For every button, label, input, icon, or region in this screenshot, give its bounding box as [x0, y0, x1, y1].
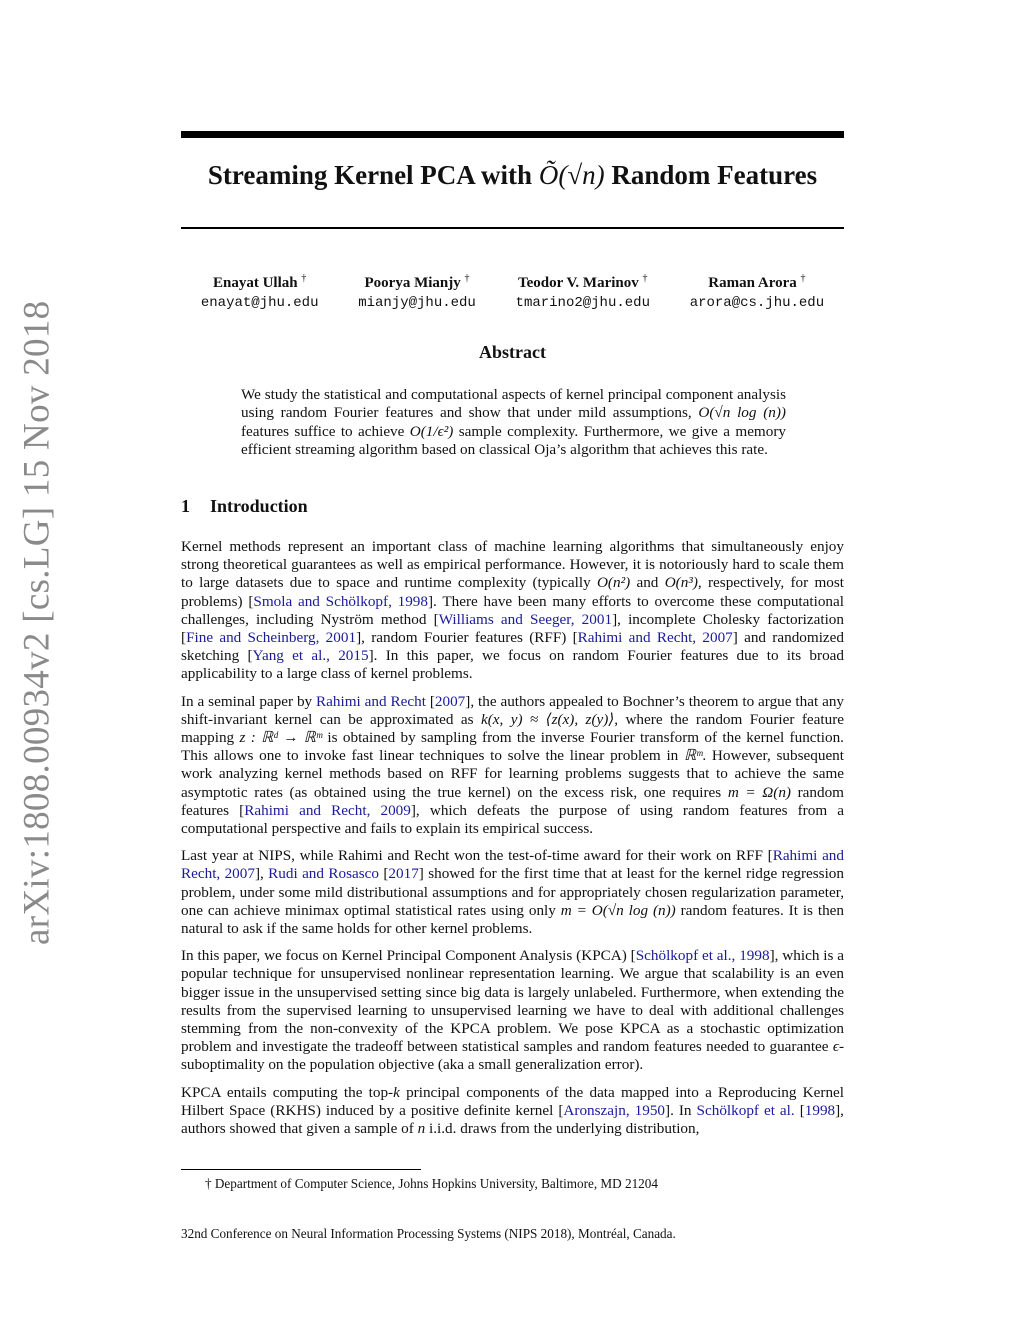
author-email[interactable]: enayat@jhu.edu — [200, 295, 319, 311]
author-email[interactable]: mianjy@jhu.edu — [358, 295, 476, 311]
footnote-rule — [181, 1169, 421, 1170]
citation-link[interactable]: Rahimi and Recht, 2007 — [181, 847, 844, 883]
citation-link[interactable]: Rahimi and Recht, 2007 — [577, 629, 733, 647]
citation-link[interactable]: Williams and Seeger, 2001 — [438, 610, 613, 628]
citation-link[interactable]: 1998 — [804, 1101, 836, 1119]
author-email[interactable]: arora@cs.jhu.edu — [689, 295, 825, 311]
citation-link[interactable]: Yang et al., 2015 — [252, 647, 369, 665]
author-name: Poorya Mianjy † — [364, 273, 470, 291]
introduction-body — [181, 538, 844, 1147]
citation-link[interactable]: Schölkopf et al., 1998 — [635, 947, 770, 965]
abstract-body: We study the statistical and computational aspects of kernel principal component analysis using random Fourier features and show that under mild assumptions, O(√n log (n)) features suffice to achieve O(1/ϵ²) sample complexity. Furthermore, we give a memory efficient streaming algorithm based on classical Oja’s algorithm that achieves this rate. — [241, 386, 786, 459]
title-math: Õ(√n) — [538, 160, 605, 190]
author-block — [201, 273, 319, 311]
author-block — [690, 273, 824, 311]
citation-link[interactable]: Schölkopf et al. — [696, 1101, 795, 1119]
author-name: Raman Arora † — [708, 273, 806, 291]
title-top-rule — [181, 131, 844, 138]
title-text-end: Random Features — [604, 160, 818, 190]
footnote: † Department of Computer Science, Johns Hopkins University, Baltimore, MD 21204 — [205, 1176, 658, 1191]
conference-note: 32nd Conference on Neural Information Processing Systems (NIPS 2018), Montréal, Canada. — [181, 1226, 676, 1241]
section-heading: 1 Introduction — [181, 496, 308, 516]
citation-link[interactable]: Rahimi and Recht — [316, 692, 426, 710]
citation-link[interactable]: Aronszajn, 1950 — [563, 1101, 666, 1119]
author-list — [181, 273, 844, 311]
title-text-start: Streaming Kernel PCA with — [207, 160, 539, 190]
paragraph: Kernel methods represent an important class of machine learning algorithms that simultaneously enjoy strong theoretical guarantees as well as empirical performance. However, it is notoriously hard to scale them to large datasets due to space and runtime complexity (typically O(n²) and O(n³), respectively, for most problems) [Smola and Schölkopf, 1998]. There have been many efforts to overcome these computational challenges, including Nyström method [Williams and Seeger, 2001], incomplete Cholesky factorization [Fine and Scheinberg, 2001], random Fourier features (RFF) [Rahimi and Recht, 2007] and randomized sketching [Yang et al., 2015]. In this paper, we focus on random Fourier features due to its broad applicability to a large class of kernel problems. — [181, 538, 845, 683]
author-block — [358, 273, 476, 311]
author-block — [516, 273, 650, 311]
arxiv-stamp-text: arXiv:1808.00934v2 [cs.LG] 15 Nov 2018 — [16, 300, 58, 945]
citation-link[interactable]: Rudi and Rosasco — [268, 865, 379, 883]
citation-link[interactable]: 2007 — [434, 692, 466, 710]
author-name: Teodor V. Marinov † — [518, 273, 648, 291]
paragraph: In a seminal paper by Rahimi and Recht [2007], the authors appealed to Bochner’s theorem to argue that any shift-invariant kernel can be approximated as k(x, y) ≈ ⟨z(x), z(y)⟩, where the random Fourier feature mapping z : ℝᵈ → ℝᵐ is obtained by sampling from the inverse Fourier transform of the kernel function. This allows one to invoke fast linear techniques to solve the linear problem in ℝᵐ. However, subsequent work analyzing kernel methods based on RFF for learning problems suggests that to achieve the same asymptotic rates (as obtained using the true kernel) on the excess risk, one requires m = Ω(n) random features [Rahimi and Recht, 2009], which defeats the purpose of using random features from a computational perspective and fails to explain its empirical success. — [181, 692, 845, 838]
citation-link[interactable]: 2017 — [388, 865, 419, 883]
citation-link[interactable]: Rahimi and Recht, 2009 — [244, 801, 411, 819]
paragraph: In this paper, we focus on Kernel Principal Component Analysis (KPCA) [Schölkopf et al., 1998], which is a popular technique for unsupervised nonlinear representation learning. We argue that scalability is an even bigger issue in the unsupervised setting since big data is largely unlabeled. Furthermore, when extending the results from the supervised learning to unsupervised learning we have to deal with additional challenges stemming from the non-convexity of the KPCA problem. We pose KPCA as a stochastic optimization problem and investigate the tradeoff between statistical samples and random features needed to guarantee ϵ-suboptimality on the population objective (aka a small generalization error). — [181, 947, 844, 1074]
paragraph: KPCA entails computing the top-k principal components of the data mapped into a Reproducing Kernel Hilbert Space (RKHS) induced by a positive definite kernel [Aronszajn, 1950]. In Schölkopf et al. [1998], authors showed that given a sample of n i.i.d. draws from the underlying distribution, — [181, 1083, 844, 1138]
author-name: Enayat Ullah † — [212, 273, 307, 291]
abstract-heading: Abstract — [479, 342, 546, 362]
title-bottom-rule — [181, 227, 844, 229]
author-email[interactable]: tmarino2@jhu.edu — [515, 295, 650, 311]
paper-title — [181, 160, 844, 191]
arxiv-stamp — [10, 300, 64, 945]
paragraph: Last year at NIPS, while Rahimi and Recht won the test-of-time award for their work on RFF [Rahimi and Recht, 2007], Rudi and Rosasco [2017] showed for the first time that at least for the kernel ridge regression problem, under some mild distributional assumptions and for appropriately chosen regularization parameter, one can achieve minimax optimal statistical rates using only m = O(√n log (n)) random features. It is then natural to ask if the same holds for other kernel problems. — [181, 847, 845, 938]
citation-link[interactable]: Fine and Scheinberg, 2001 — [186, 629, 357, 647]
citation-link[interactable]: Smola and Schölkopf, 1998 — [253, 592, 428, 610]
